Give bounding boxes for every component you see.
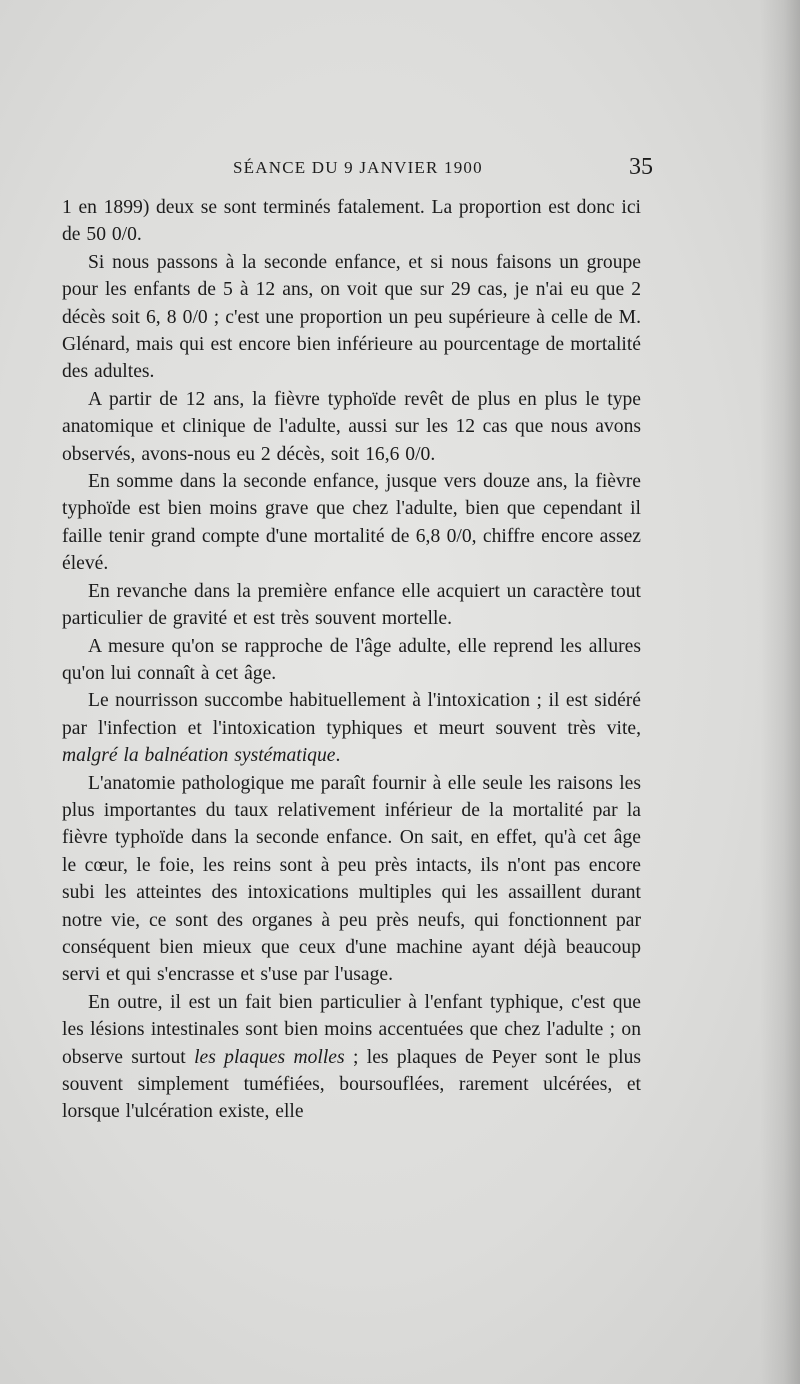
running-header [233,154,653,188]
paragraph-text-tail: ; les plaques de Peyer sont le plus souvent simplement tuméfiées, boursouflées, rarement ulcérées, et lorsque l'ulcération existe, elle [62,1046,641,1123]
paragraph-text: En somme dans la seconde enfance, jusque vers douze ans, la fièvre typhoïde est bien moins grave que chez l'adulte, bien que cependant il faille tenir grand compte d'une mortalité de 6,8 0/0, chiffre encore assez élevé. [62,471,641,575]
paragraph [62,687,641,769]
paragraph-text: A mesure qu'on se rapproche de l'âge adulte, elle reprend les allures qu'on lui connaît à cet âge. [62,635,641,684]
paragraph-text: En outre, il est un fait bien particulier à l'enfant typhique, c'est que les lésions intestinales sont bien moins accentuées que chez l'adulte ; on observe surtout [62,991,641,1068]
paragraph-text: A partir de 12 ans, la fièvre typhoïde revêt de plus en plus le type anatomique et clinique de l'adulte, aussi sur les 12 cas que nous avons observés, avons-nous eu 2 décès, soit 16,6 0/0. [62,388,641,465]
running-header-title: SÉANCE DU 9 JANVIER 1900 [233,158,483,177]
italic-phrase: malgré la balnéation systématique [62,745,336,767]
paragraph [62,578,641,633]
paragraph-text-tail: . [335,745,341,767]
paragraph [62,468,641,578]
paragraph-text: Si nous passons à la seconde enfance, et si nous faisons un groupe pour les enfants de 5 à 12 ans, on voit que sur 29 cas, je n'ai eu que 2 décès soit 6, 8 0/0 ; c'est une proportion un peu supérieure à celle de M. Glénard, mais qui est encore bien inférieure au pourcentage de mortalité des adultes. [62,251,641,383]
italic-phrase: les plaques molles [194,1046,345,1068]
page-edge-shadow [760,0,800,1384]
paragraph [62,633,641,688]
paragraph-continued [62,194,641,249]
paragraph-text: L'anatomie pathologique me paraît fournir à elle seule les raisons les plus importantes du taux relativement inférieur de la mortalité par la fièvre typhoïde dans la seconde enfance. On sait, en effet, qu'à cet âge le cœur, le foie, les reins sont à peu près intacts, ils n'ont pas encore subi les atteintes des intoxications multiples qui les assaillent durant notre vie, ce sont des organes à peu près neufs, qui fonctionnent par conséquent bien mieux que ceux d'une machine ayant déjà beaucoup servi et qui s'encrasse et s'use par l'usage. [62,772,641,986]
paragraph-text: Le nourrisson succombe habituellement à l'intoxication ; il est sidéré par l'infection et l'intoxication typhiques et meurt souvent très vite, [62,690,641,739]
paragraph-text: 1 en 1899) deux se sont terminés fatalement. La proportion est donc ici de 50 0/0. [62,197,641,246]
page-number: 35 [629,154,653,180]
paragraph [62,770,641,989]
paragraph [62,989,641,1126]
paragraph-text: En revanche dans la première enfance elle acquiert un caractère tout particulier de gravité et est très souvent mortelle. [62,580,641,630]
paragraph [62,249,641,386]
paragraph [62,386,641,468]
body-text [62,194,641,1126]
